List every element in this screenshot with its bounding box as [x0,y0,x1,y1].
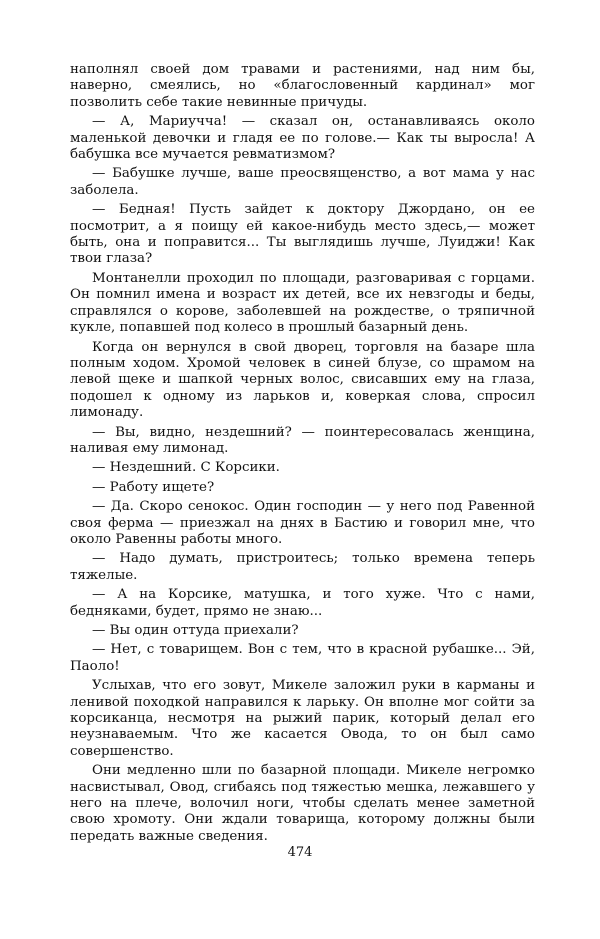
page-body [70,62,535,848]
paragraph-7: — Вы, видно, нездешний? — поинтересовалась женщина, наливая ему лимонад. [70,424,535,456]
paragraph-12: — А на Корсике, матушка, и того хуже. Что с нами, бедняками, будет, прямо не знаю... [70,587,535,619]
page-number: 474 [287,845,313,860]
paragraph-9: — Работу ищете? [92,479,215,495]
paragraph-10: — Да. Скоро сенокос. Один господин — у него под Равенной своя ферма — приезжал на днях в Бастию и говорил мне, что около Равенны работы много. [70,499,535,547]
paragraph-6: Когда он вернулся в свой дворец, торговля на базаре шла полным ходом. Хромой человек в синей блузе, со шрамом на левой щеке и шапкой черных волос, свисавших ему на глаза, подошел к одному из ларьков и, коверкая слова, спросил лимонаду. [70,339,535,421]
paragraph-15: Услыхав, что его зовут, Микеле заложил руки в карманы и ленивой походкой направился к ларьку. Он вполне мог сойти за корсиканца, несмотря на рыжий парик, который делал его неузнаваемым. Что же касается Овода, то он был само совершенство. [70,678,535,759]
paragraph-11: — Надо думать, пристроитесь; только времена теперь тяжелые. [70,551,535,583]
paragraph-14: — Нет, с товарищем. Вон с тем, что в красной рубашке... Эй, Паоло! [70,642,535,674]
paragraph-8: — Нездешний. С Корсики. [92,460,280,476]
paragraph-4: — Бедная! Пусть зайдет к доктору Джордано, он ее посмотрит, а я поищу ей какое-нибудь место здесь,— может быть, она и поправится... Ты выглядишь лучше, Луиджи! Как твои глаза? [70,202,535,267]
paragraph-16: Они медленно шли по базарной площади. Микеле негромко насвистывал, Овод, сгибаясь под тяжестью мешка, лежавшего у него на плече, волочил ноги, чтобы сделать менее заметной свою хромоту. Они ждали товарища, которому должны были передать важные сведения. [70,763,535,844]
paragraph-2: — А, Мариучча! — сказал он, останавливаясь около маленькой девочки и гладя ее по голове.— Как ты выросла! А бабушка все мучается ревматизмом? [70,114,535,163]
paragraph-5: Монтанелли проходил по площади, разговаривая с горцами. Он помнил имена и возраст их детей, все их невзгоды и беды, справлялся о корове, заболевшей на рождестве, о тряпичной кукле, попавшей под колесо в прошлый базарный день. [70,270,535,336]
paragraph-1: наполнял своей дом травами и растениями, над ним бы, наверно, смеялись, но «благословенный кардинал» мог позволить себе такие невинные причуды. [70,62,535,110]
paragraph-13: — Вы один оттуда приехали? [92,623,299,638]
paragraph-3: — Бабушке лучше, ваше преосвященство, а вот мама у нас заболела. [70,166,535,198]
